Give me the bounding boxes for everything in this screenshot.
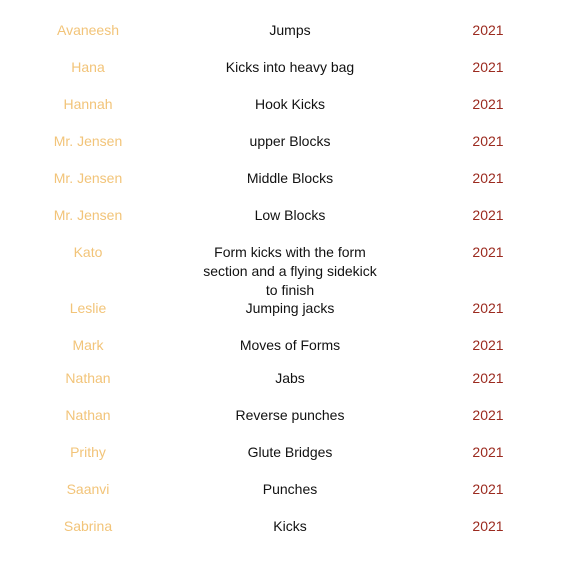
year-cell: 2021	[472, 59, 504, 75]
activity-cell: Jabs	[275, 370, 305, 386]
year-cell: 2021	[472, 22, 504, 38]
year-cell: 2021	[472, 407, 504, 423]
name-cell: Nathan	[65, 407, 111, 423]
name-cell: Hana	[71, 59, 105, 75]
year-cell: 2021	[472, 170, 504, 186]
name-cell: Saanvi	[66, 481, 110, 497]
activity-cell: Glute Bridges	[247, 444, 333, 460]
year-cell: 2021	[472, 244, 504, 260]
activity-cell: Kicks into heavy bag	[225, 59, 355, 75]
activity-cell: Hook Kicks	[254, 96, 326, 112]
name-cell: Avaneesh	[56, 22, 119, 38]
year-cell: 2021	[472, 370, 504, 386]
year-cell: 2021	[472, 481, 504, 497]
activity-cell: Jumps	[269, 22, 311, 38]
activity-cell: Form kicks with the form section and a flying sidekick to finish	[203, 244, 377, 298]
name-cell: Hannah	[63, 96, 113, 112]
year-cell: 2021	[472, 337, 504, 353]
activity-cell: Punches	[262, 481, 318, 497]
year-cell: 2021	[472, 96, 504, 112]
name-cell: Sabrina	[63, 518, 113, 534]
activity-cell: upper Blocks	[249, 133, 331, 149]
activity-cell: Middle Blocks	[246, 170, 334, 186]
name-cell: Leslie	[69, 300, 107, 316]
name-cell: Prithy	[70, 444, 106, 460]
activity-cell: Jumping jacks	[245, 300, 335, 316]
name-cell: Kato	[73, 244, 103, 260]
year-cell: 2021	[472, 518, 504, 534]
name-cell: Nathan	[65, 370, 111, 386]
name-cell: Mr. Jensen	[53, 207, 123, 223]
name-cell: Mr. Jensen	[53, 170, 123, 186]
activity-cell: Moves of Forms	[239, 337, 341, 353]
activity-cell: Reverse punches	[235, 407, 345, 423]
year-cell: 2021	[472, 207, 504, 223]
year-cell: 2021	[472, 300, 504, 316]
name-cell: Mark	[72, 337, 104, 353]
year-cell: 2021	[472, 444, 504, 460]
activity-cell: Kicks	[273, 518, 307, 534]
year-cell: 2021	[472, 133, 504, 149]
activity-cell: Low Blocks	[254, 207, 326, 223]
name-cell: Mr. Jensen	[53, 133, 123, 149]
